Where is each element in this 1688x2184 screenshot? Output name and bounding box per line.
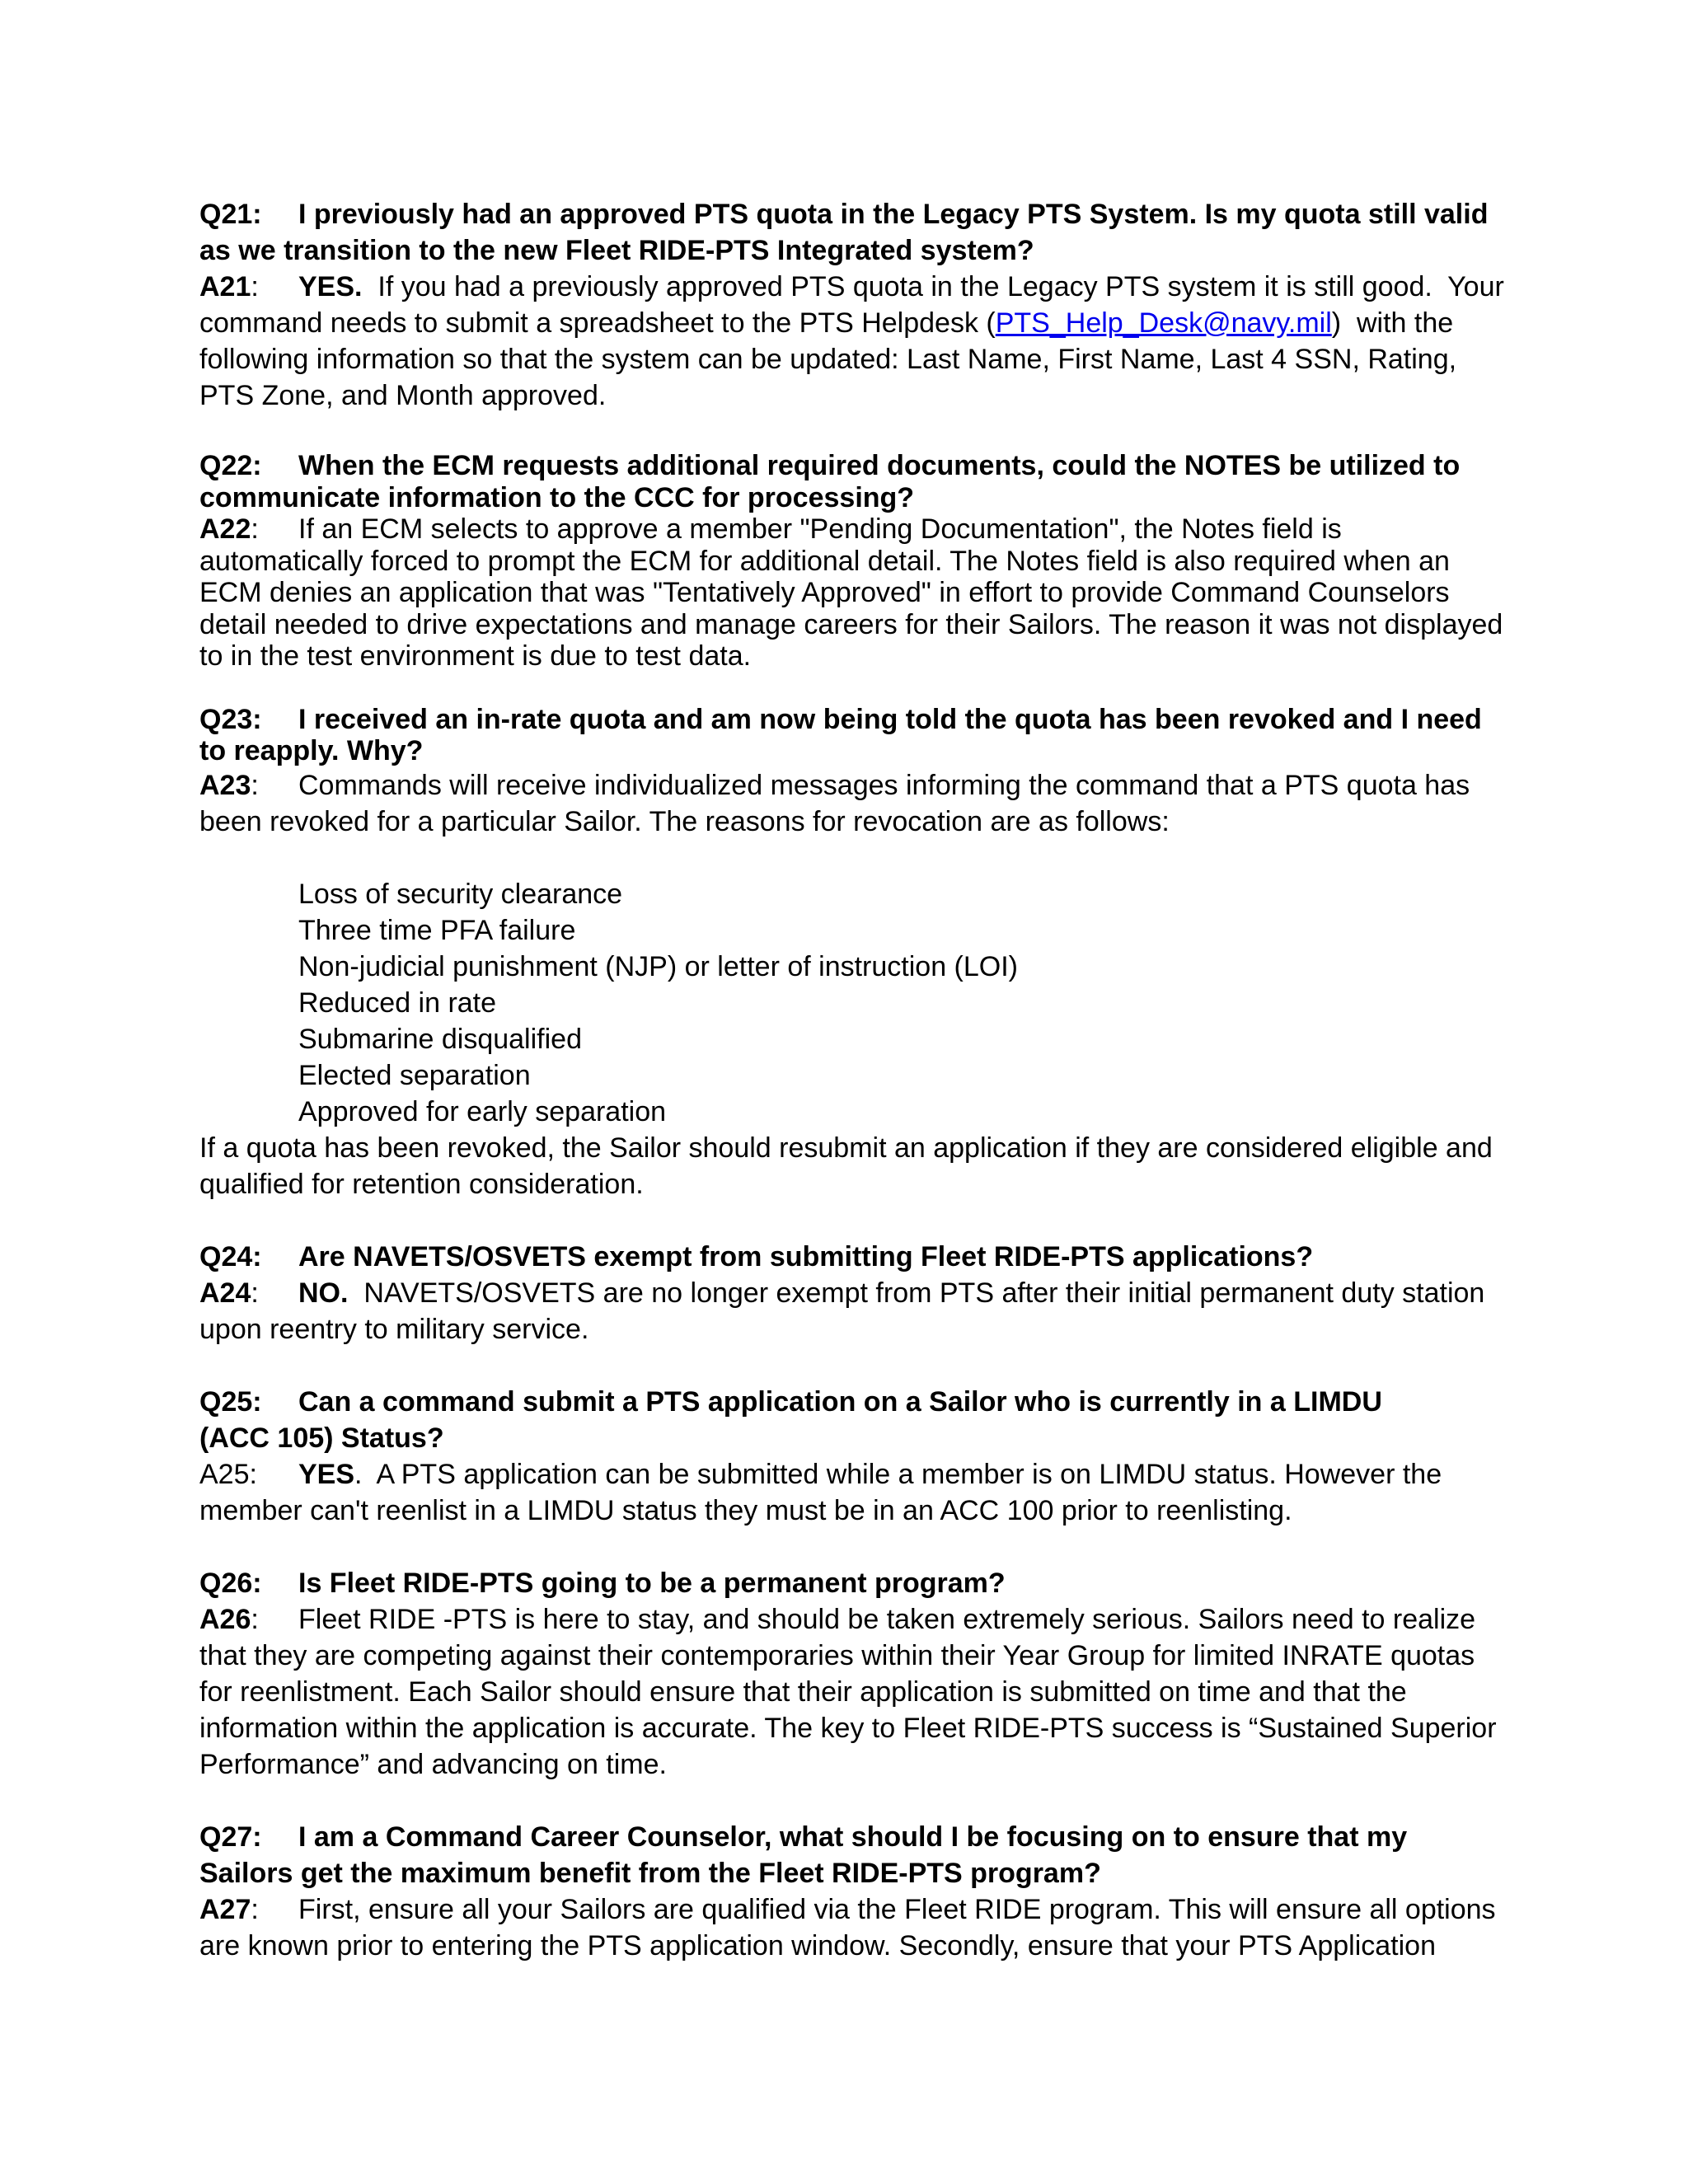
answer-line: been revoked for a particular Sailor. The reasons for revocation are as follows: [199,805,1170,837]
answer-line: information within the application is accurate. The key to Fleet RIDE-PTS success is “Sustained Superior [199,1712,1497,1744]
answer-line: A23: Commands will receive individualized messages informing the command that a PTS quota has [199,769,1470,801]
spacer [199,414,1495,450]
answer-line: to in the test environment is due to test data. [199,640,752,672]
answer-line: following information so that the system can be updated: Last Name, First Name, Last 4 SSN, Rating, [199,344,1457,375]
answer-label: A26 [199,1603,251,1635]
answer-line: If a quota has been revoked, the Sailor should resubmit an application if they are considered eligible and [199,1132,1493,1164]
list-item: Reduced in rate [298,987,497,1019]
answer-line: member can't reenlist in a LIMDU status they must be in an ACC 100 prior to reenlisting. [199,1494,1292,1526]
answer-line: qualified for retention consideration. [199,1168,644,1200]
spacer [199,840,1495,876]
faq-q23-answer [199,767,1495,1964]
answer-line: A21: YES. If you had a previously approved PTS quota in the Legacy PTS system it is still good. Your [199,271,1504,302]
list-item: Approved for early separation [298,1095,667,1127]
list-item: Submarine disqualified [298,1023,582,1055]
spacer [199,1202,1495,1239]
faq-q25 [199,1384,1495,1529]
question-line: Q27: I am a Command Career Counselor, what should I be focusing on to ensure that my [199,1819,1495,1855]
list-item: Non-judicial punishment (NJP) or letter of instruction (LOI) [298,950,1018,982]
question-line: Sailors get the maximum benefit from the Fleet RIDE-PTS program? [199,1857,1101,1889]
faq-q27 [199,1819,1495,1964]
answer-line: that they are competing against their contemporaries within their Year Group for limited INRATE quotas [199,1639,1475,1671]
answer-line: Performance” and advancing on time. [199,1748,667,1780]
revocation-reasons-list [199,876,1495,1130]
question-label: Q22: [199,450,262,481]
answer-keyword: YES. [298,271,363,302]
faq-q21 [199,196,1504,414]
answer-line: for reenlistment. Each Sailor should ensure that their application is submitted on time and that the [199,1675,1407,1708]
document-page [199,196,1504,1964]
spacer [199,1783,1495,1819]
question-line: communicate information to the CCC for processing? [199,481,915,513]
question-label: Q27: [199,1821,262,1853]
answer-label: A24 [199,1277,251,1309]
answer-line: ECM denies an application that was "Tentatively Approved" in effort to provide Command Counselors [199,577,1450,608]
faq-q24 [199,1239,1495,1347]
spacer [199,1529,1495,1565]
answer-label: A25: [199,1458,257,1490]
helpdesk-email-link[interactable]: PTS_Help_Desk@navy.mil [995,307,1332,339]
question-label: Q23: [199,703,262,735]
list-item: Elected separation [298,1059,531,1091]
question-line: Q22: When the ECM requests additional required documents, could the NOTES be utilized to [199,450,1461,481]
spacer [199,1347,1495,1384]
answer-keyword: NO. [298,1277,349,1309]
question-line: Q26: Is Fleet RIDE-PTS going to be a permanent program? [199,1565,1495,1601]
question-line: Q21: I previously had an approved PTS quota in the Legacy PTS System. Is my quota still valid [199,196,1495,232]
faq-q22 [199,450,1503,673]
list-item: Three time PFA failure [298,914,576,946]
answer-label: A22 [199,513,251,545]
answer-line: A22: If an ECM selects to approve a member "Pending Documentation", the Notes field is [199,513,1342,545]
answer-line: command needs to submit a spreadsheet to the PTS Helpdesk (PTS_Help_Desk@navy.mil) with the [199,307,1454,339]
question-label: Q26: [199,1567,262,1599]
list-item: Loss of security clearance [298,878,623,910]
question-line: (ACC 105) Status? [199,1422,444,1454]
answer-line: are known prior to entering the PTS application window. Secondly, ensure that your PTS Application [199,1929,1437,1961]
answer-line: automatically forced to prompt the ECM for additional detail. The Notes field is also required when an [199,545,1450,577]
answer-line: A24: NO. NAVETS/OSVETS are no longer exempt from PTS after their initial permanent duty station [199,1277,1485,1309]
answer-line: A25: YES. A PTS application can be submitted while a member is on LIMDU status. However the [199,1456,1495,1493]
answer-line: upon reentry to military service. [199,1313,589,1345]
answer-line: PTS Zone, and Month approved. [199,380,607,411]
answer-label: A27 [199,1893,251,1925]
question-label: Q25: [199,1385,262,1418]
answer-line: detail needed to drive expectations and manage careers for their Sailors. The reason it was not displayed [199,608,1503,640]
question-label: Q21: [199,199,262,230]
faq-q23-question [199,704,1495,767]
answer-keyword: YES [298,1458,355,1490]
question-line: Q25: Can a command submit a PTS application on a Sailor who is currently in a LIMDU [199,1384,1495,1420]
question-line: as we transition to the new Fleet RIDE-PTS Integrated system? [199,235,1034,266]
answer-label: A21 [199,271,251,302]
question-line: to reapply. Why? [199,735,424,766]
faq-q26 [199,1565,1495,1783]
question-label: Q24: [199,1240,262,1272]
question-line: Q24: Are NAVETS/OSVETS exempt from submitting Fleet RIDE-PTS applications? [199,1239,1495,1275]
answer-label: A23 [199,769,251,801]
answer-line: A26: Fleet RIDE -PTS is here to stay, and should be taken extremely serious. Sailors need to realize [199,1603,1476,1635]
answer-line: A27: First, ensure all your Sailors are qualified via the Fleet RIDE program. This will ensure all options [199,1893,1496,1925]
spacer [199,673,1495,704]
question-line: Q23: I received an in-rate quota and am now being told the quota has been revoked and I need [199,703,1482,735]
